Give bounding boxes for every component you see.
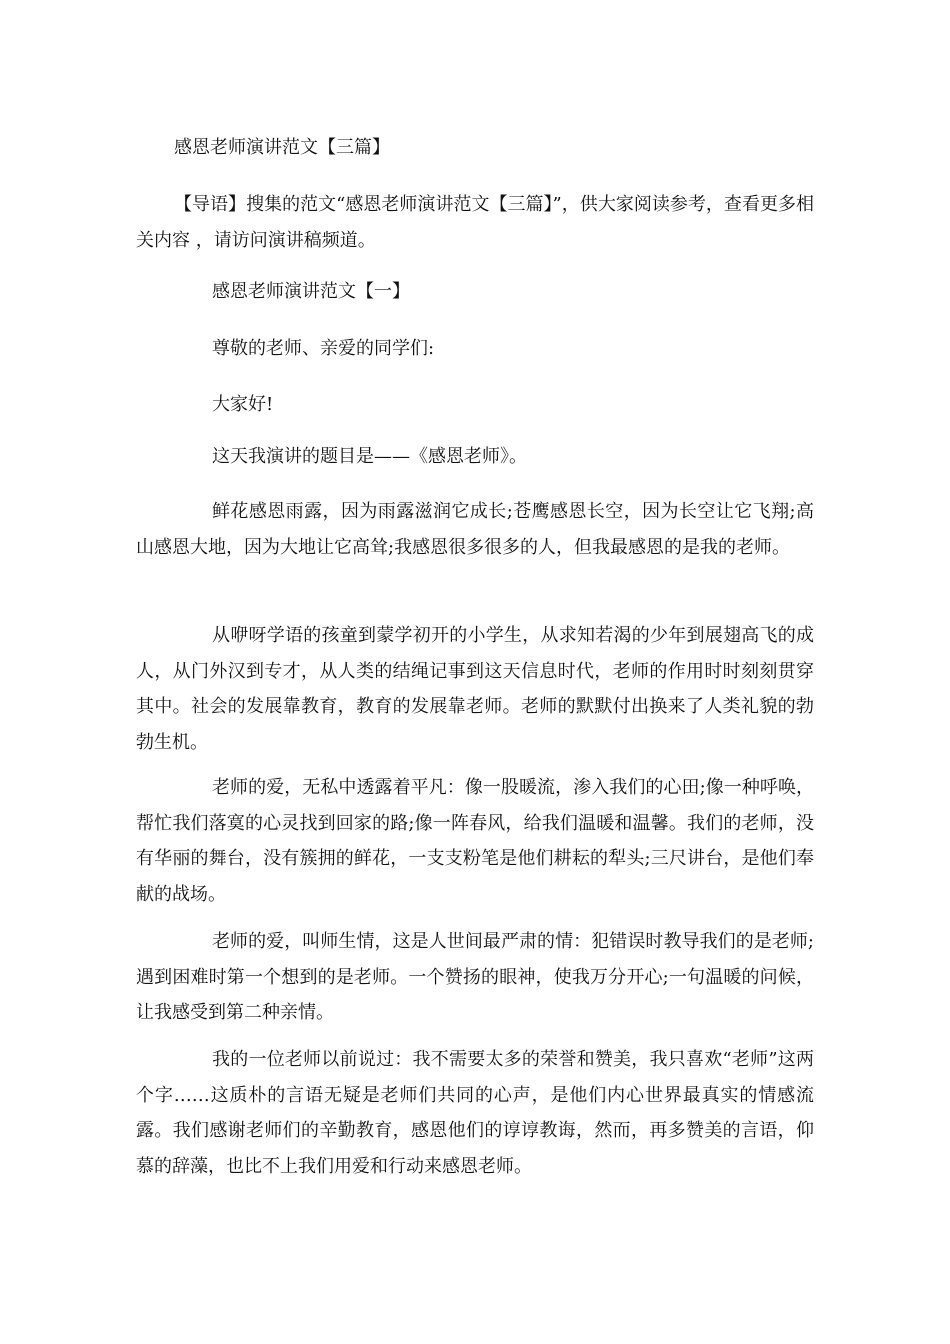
body-paragraph-1: 鲜花感恩雨露，因为雨露滋润它成长;苍鹰感恩长空，因为长空让它飞翔;高山感恩大地，因为大地让它高耸;我感恩很多很多的人，但我最感恩的是我的老师。 [136, 501, 814, 558]
section-title: 感恩老师演讲范文【一】 [212, 281, 410, 302]
salutation: 尊敬的老师、亲爱的同学们: [212, 338, 435, 359]
body-paragraph-3: 老师的爱，无私中透露着平凡：像一股暖流，渗入我们的心田;像一种呼唤，帮忙我们落寞的心灵找到回家的路;像一阵春风，给我们温暖和温馨。我们的老师，没有华丽的舞台，没有簇拥的鲜花，一支支粉笔是他们耕耘的犁头;三尺讲台，是他们奉献的战场。 [136, 777, 814, 905]
intro-paragraph: 【导语】搜集的范文“感恩老师演讲范文【三篇】”，供大家阅读参考，查看更多相关内容 ，请访问演讲稿频道。 [136, 194, 814, 251]
body-paragraph-4: 老师的爱，叫师生情，这是人世间最严肃的情：犯错误时教导我们的是老师;遇到困难时第一个想到的是老师。一个赞扬的眼神，使我万分开心;一句温暖的问候，让我感受到第二种亲情。 [136, 931, 814, 1023]
body-paragraph-5: 我的一位老师以前说过：我不需要太多的荣誉和赞美，我只喜欢“老师”这两个字……这质朴的言语无疑是老师们共同的心声，是他们内心世界最真实的情感流露。我们感谢老师们的辛勤教育，感恩他们的谆谆教诲，然而，再多赞美的言语，仰慕的辞藻，也比不上我们用爱和行动来感恩老师。 [136, 1049, 814, 1177]
greeting: 大家好! [212, 394, 274, 415]
document-title: 感恩老师演讲范文【三篇】 [174, 137, 390, 158]
speech-topic: 这天我演讲的题目是——《感恩老师》。 [212, 446, 527, 467]
body-paragraph-2: 从咿呀学语的孩童到蒙学初开的小学生，从求知若渴的少年到展翅高飞的成人，从门外汉到专才，从人类的结绳记事到这天信息时代，老师的作用时时刻刻贯穿其中。社会的发展靠教育，教育的发展靠老师。老师的默默付出换来了人类礼貌的勃勃生机。 [136, 625, 814, 753]
